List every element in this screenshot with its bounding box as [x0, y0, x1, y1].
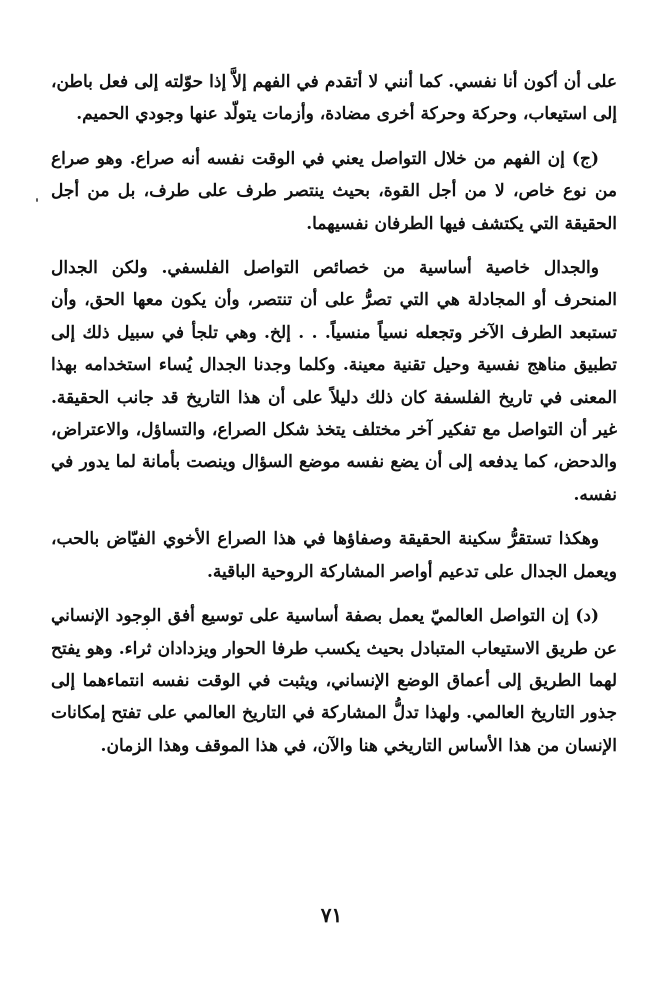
scan-speck	[146, 628, 148, 630]
paragraph-3: والجدال خاصية أساسية من خصائص التواصل الفلسفي. ولكن الجدال المنحرف أو المجادلة هي التي تصرُّ على أن تنتصر، وأن يكون معها الحق، وأن تستبعد الطرف الآخر وتجعله نسياً منسياً. . . إلخ. وهي تلجأ في سبيل ذلك إلى تطبيق مناهج نفسية وحيل تقنية معينة. وكلما وجدنا الجدال يُساء استخدامه بهذا المعنى في تاريخ الفلسفة كان ذلك دليلاً على أن هذا التاريخ قد جانب الحقيقة. غير أن التواصل مع تفكير آخر مختلف يتخذ شكل الصراع، والتساؤل، والاعتراض، والدحض، كما يدفعه إلى أن يضع نفسه موضع السؤال وينصت بأمانة لما يدور في نفسه.	[51, 258, 617, 505]
scan-speck	[36, 198, 38, 202]
paragraph-4: وهكذا تستقرُّ سكينة الحقيقة وصفاؤها في هذا الصراع الأخوي الفيّاض بالحب، ويعمل الجدال على تدعيم أواصر المشاركة الروحية الباقية.	[51, 529, 617, 582]
body-text	[51, 66, 617, 774]
paragraph-5: (د) إن التواصل العالميّ يعمل بصفة أساسية على توسيع أفق الوجود الإنساني عن طريق الاستيعاب المتبادل بحيث يكسب طرفا الحوار ويزدادان ثراء. وهو يفتح لهما الطريق إلى أعماق الوضع الإنساني، ويثبت في الوقت نفسه انتماءهما إلى جذور التاريخ العالمي. ولهذا تدلُّ المشاركة في التاريخ العالمي على تفتح إمكانات الإنسان من هذا الأساس التاريخي هنا والآن، في هذا الموقف وهذا الزمان.	[51, 606, 617, 756]
paragraph-2: (ج) إن الفهم من خلال التواصل يعني في الوقت نفسه أنه صراع. وهو صراع من نوع خاص، لا من أجل القوة، بحيث ينتصر طرف على طرف، بل من أجل الحقيقة التي يكتشف فيها الطرفان نفسيهما.	[51, 148, 617, 234]
paragraph-1: على أن أكون أنا نفسي. كما أنني لا أتقدم في الفهم إلاَّ إذا حوّلته إلى فعل باطن، إلى استيعاب، وحركة وحركة أخرى مضادة، وأزمات يتولّد عنها وجودي الحميم.	[51, 72, 617, 125]
page-number: ٧١	[320, 903, 343, 927]
